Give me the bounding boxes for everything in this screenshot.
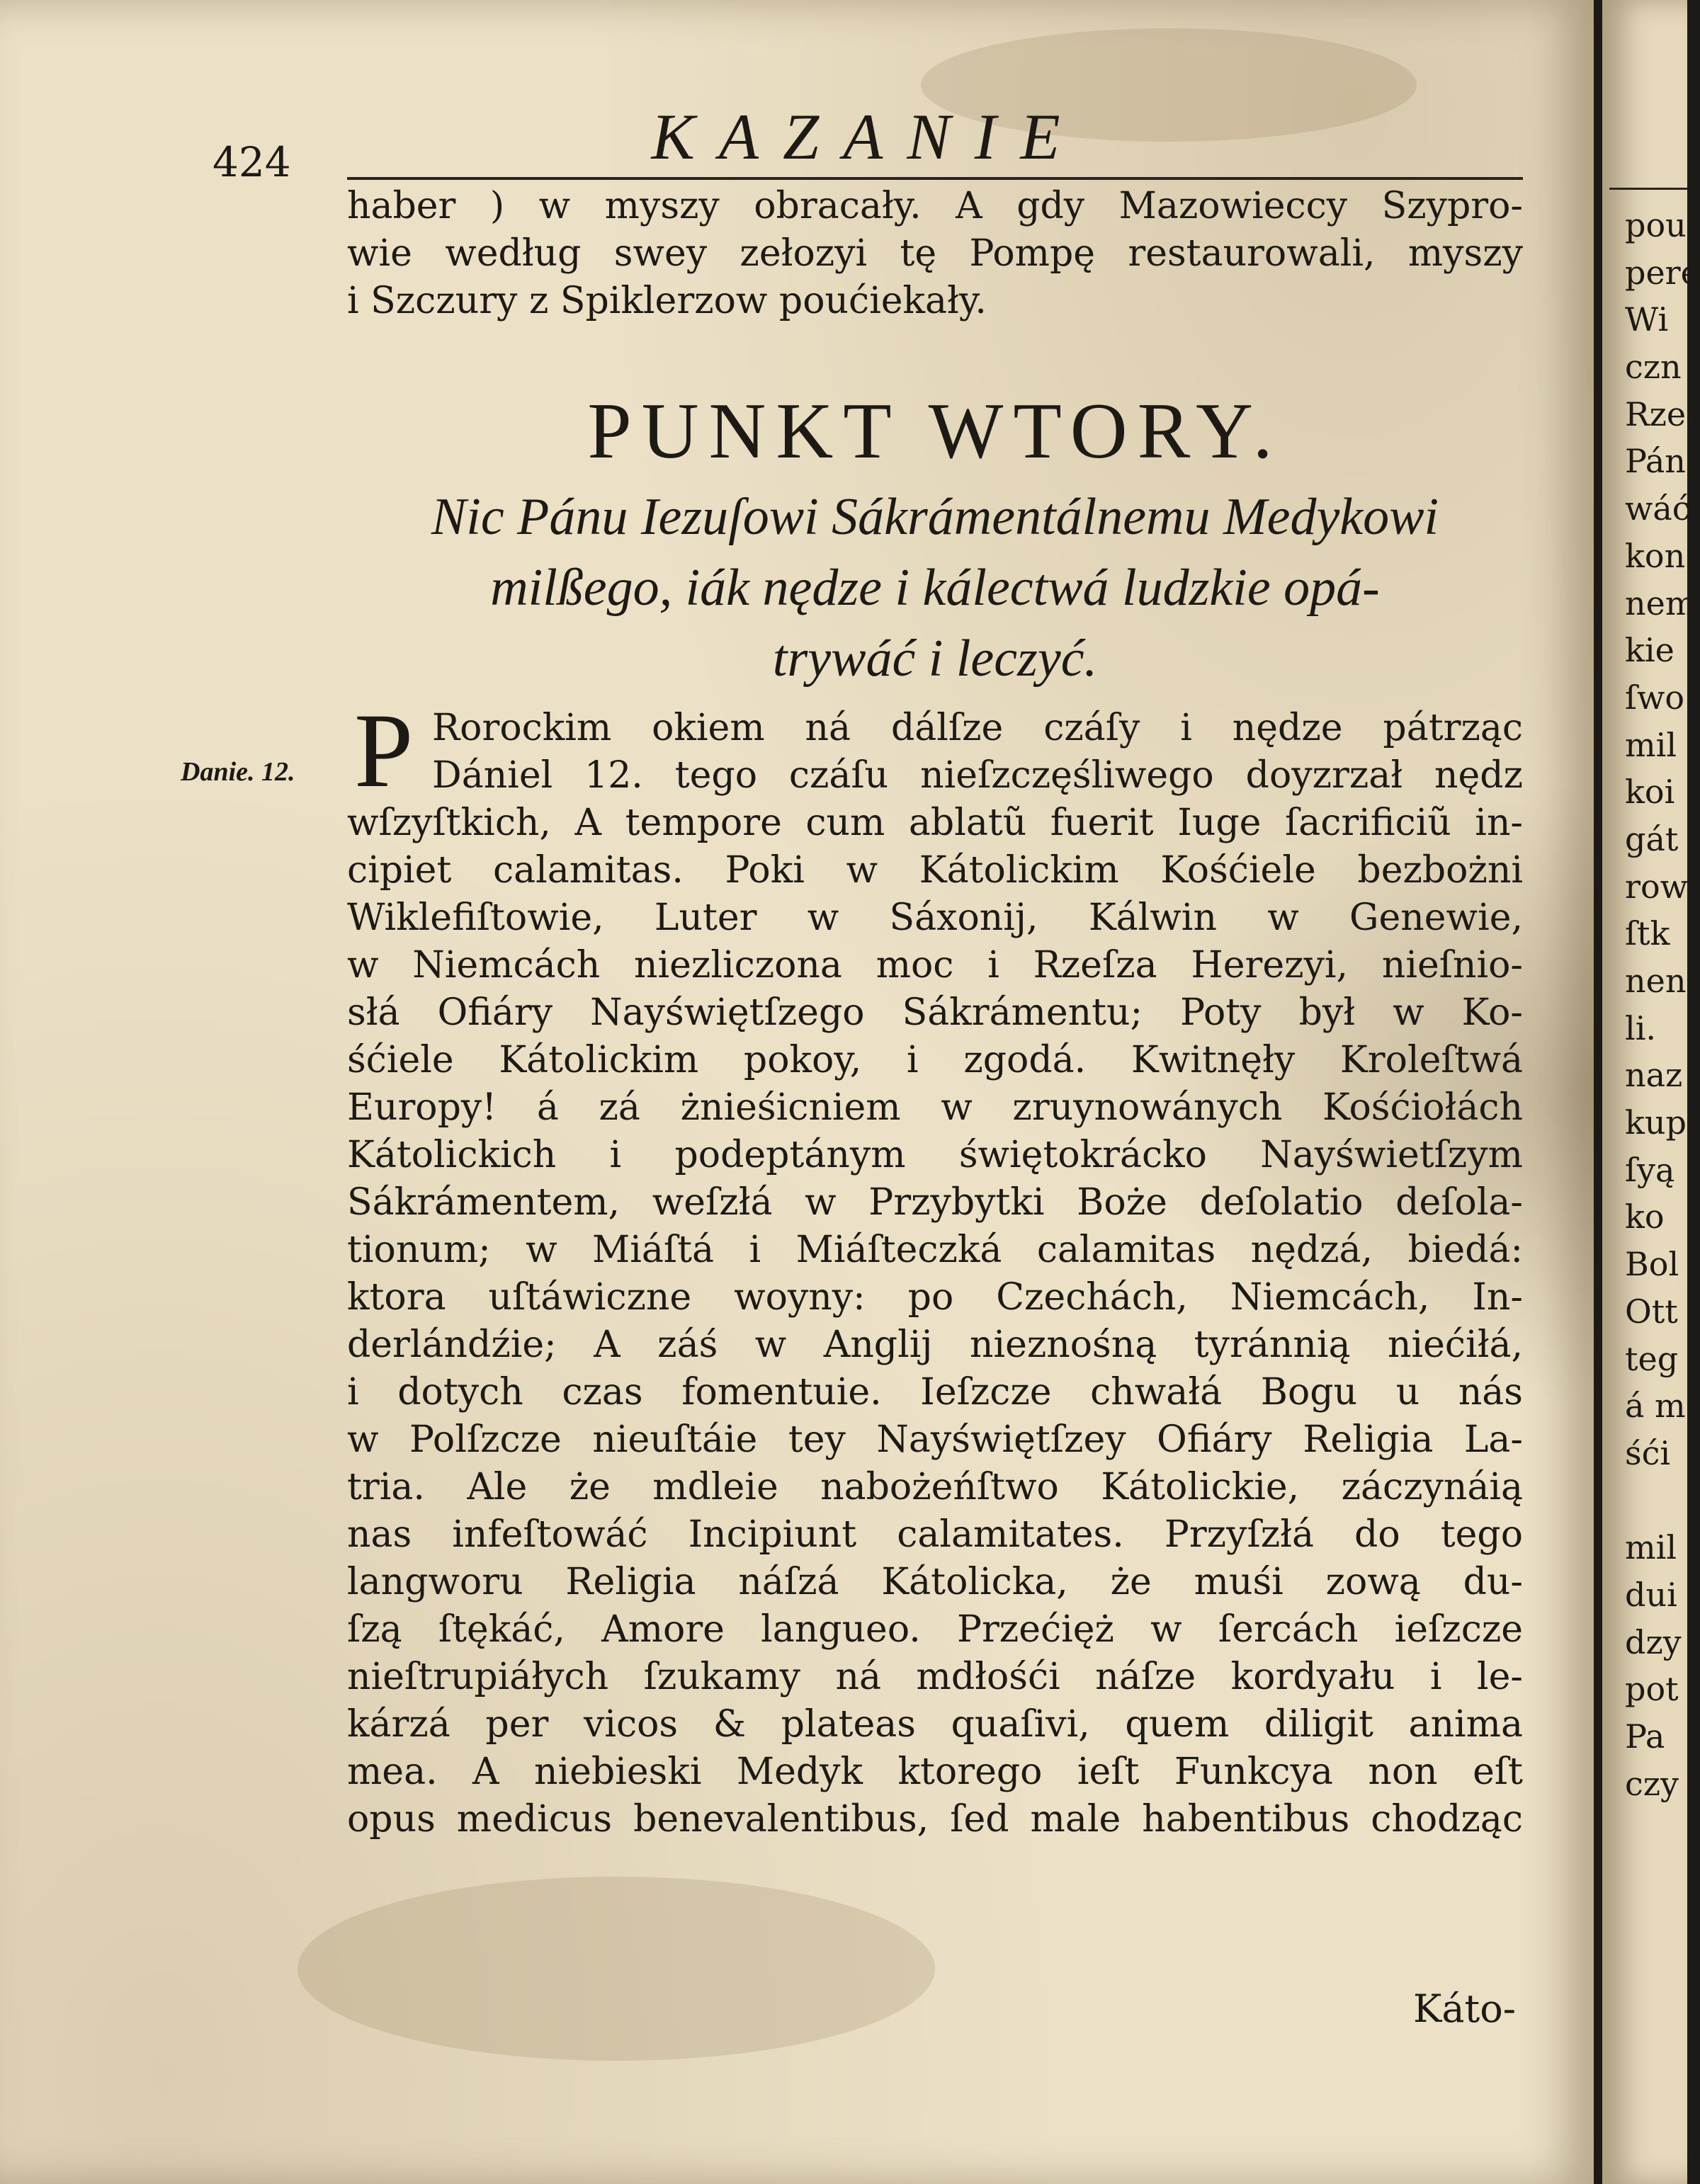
text-fragment: Pa <box>1625 1717 1665 1756</box>
text-fragment: naz <box>1625 1056 1683 1095</box>
text-fragment: gát <box>1625 819 1679 858</box>
text-fragment: kie <box>1625 631 1674 670</box>
body-paragraph <box>347 705 1523 1843</box>
text-line: wie według swey zełozyi tę Pompę restaurowali, myszy <box>347 232 1523 275</box>
text-line: tria. Ale że mdleie nabożeńſtwo Kátolickie, záczynáią <box>347 1466 1523 1508</box>
text-fragment: ko <box>1625 1198 1665 1236</box>
drop-cap: P <box>354 692 414 809</box>
subtitle-line: Nic Pánu Iezuſowi Sákrámentálnemu Medykowi <box>431 488 1439 546</box>
subtitle-line: milßego, iák nędze i kálectwá ludzkie opá- <box>490 559 1380 617</box>
header-rule <box>1609 188 1687 190</box>
text-line: langworu Religia náſzá Kátolicka, że muśi zową du- <box>347 1561 1523 1603</box>
section-subtitle <box>347 482 1523 694</box>
text-fragment: Ott <box>1625 1292 1678 1331</box>
text-fragment: śći <box>1625 1433 1671 1472</box>
text-fragment: wáć <box>1625 489 1691 528</box>
text-line: haber ) w myszy obracały. A gdy Mazowieccy Szypro- <box>347 185 1523 227</box>
text-fragment: pere <box>1625 253 1700 292</box>
text-line: mea. A niebieski Medyk ktorego ieſt Funkcya non eſt <box>347 1751 1523 1793</box>
text-line: w Polſzcze nieuſtáie tey Nayświętſzey Ofiáry Religia La- <box>347 1418 1523 1461</box>
text-line: ſzą ſtękáć, Amore langueo. Przećięż w ſercách ieſzcze <box>347 1608 1523 1651</box>
catchword: Káto- <box>1413 1986 1516 2031</box>
text-fragment: koi <box>1625 773 1675 812</box>
text-line: cipiet calamitas. Poki w Kátolickim Kośćiele bezbożni <box>347 849 1523 892</box>
text-line: Dániel 12. tego czáſu nieſzczęśliwego doyzrzał nędz <box>432 754 1523 797</box>
text-fragment: ſtk <box>1625 914 1670 953</box>
top-paragraph <box>347 183 1523 325</box>
text-line: Kátolickich i podeptánym świętokrácko Nayświetſzym <box>347 1134 1523 1176</box>
text-line: ktora uſtáwiczne woyny: po Czechách, Niemcách, In- <box>347 1276 1523 1319</box>
text-line: nas infeſtowáć Incipiunt calamitates. Przyſzłá do tego <box>347 1513 1523 1556</box>
text-fragment: Bol <box>1625 1245 1679 1284</box>
text-fragment: Rze <box>1625 394 1687 433</box>
text-fragment: Wi <box>1625 300 1669 339</box>
text-fragment: teg <box>1625 1339 1679 1378</box>
text-fragment: kon <box>1625 536 1686 575</box>
header-rule <box>347 177 1523 180</box>
text-line: i dotych czas fomentuie. Ieſzcze chwałá Bogu u nás <box>347 1371 1523 1414</box>
text-fragment: nem <box>1625 584 1696 622</box>
text-line: Europy! á zá żnieśicniem w zruynowánych Kośćiołách <box>347 1086 1523 1129</box>
text-fragment: pot <box>1625 1670 1679 1709</box>
text-line: derlándźie; A záś w Anglij nieznośną tyránnią niećiłá, <box>347 1324 1523 1366</box>
text-line: Rorockim okiem ná dálſze czáſy i nędze pátrząc <box>432 707 1523 749</box>
text-fragment: row <box>1625 867 1689 906</box>
text-fragment: mil <box>1625 725 1677 764</box>
text-line: śćiele Kátolickim pokoy, i zgodá. Kwitnęły Kroleſtwá <box>347 1039 1523 1081</box>
text-fragment: ſyą <box>1625 1150 1675 1189</box>
text-line: nieſtrupiáłych ſzukamy ná mdłośći náſze kordyału i le- <box>347 1656 1523 1698</box>
text-line: i Szczury z Spiklerzow poućiekały. <box>347 280 987 322</box>
text-fragment: nen <box>1625 962 1687 1000</box>
facing-page-text <box>1625 202 1700 1807</box>
text-fragment: Pán <box>1625 442 1686 481</box>
text-line: Sákrámentem, weſzłá w Przybytki Boże deſolatio deſola- <box>347 1181 1523 1224</box>
text-line: Wiklefiſtowie, Luter w Sáxonij, Kálwin w Genewie, <box>347 897 1523 939</box>
text-line: kárzá per vicos & plateas quaſivi, quem diligit anima <box>347 1703 1523 1746</box>
text-line: tionum; w Miáſtá i Miáſteczká calamitas nędzá, biedá: <box>347 1229 1523 1271</box>
book-page-right-edge <box>1602 0 1700 2184</box>
margin-note: Danie. 12. <box>181 757 295 787</box>
paper-stain <box>298 1877 935 2061</box>
text-line: słá Ofiáry Nayświętſzego Sákrámentu; Poty był w Ko- <box>347 991 1523 1034</box>
section-title: PUNKT WTORY. <box>587 387 1283 475</box>
text-line: wſzyſtkich, A tempore cum ablatũ fuerit Iuge ſacrificiũ in- <box>347 802 1523 844</box>
text-line: opus medicus benevalentibus, ſed male habentibus chodząc <box>347 1798 1523 1841</box>
text-fragment: dui <box>1625 1575 1677 1614</box>
subtitle-line: trywáć i leczyć. <box>772 630 1098 688</box>
text-fragment: ſwo <box>1625 678 1685 717</box>
text-fragment: czn <box>1625 348 1682 387</box>
text-fragment: czy <box>1625 1764 1679 1803</box>
text-fragment: li. <box>1625 1008 1657 1047</box>
text-line: w Niemcách niezliczona moc i Rzeſza Herezyi, nieſnio- <box>347 944 1523 986</box>
text-fragment: á m <box>1625 1387 1686 1426</box>
text-fragment <box>1625 1477 1700 1525</box>
page-number: 424 <box>212 138 291 186</box>
text-fragment: dzy <box>1625 1622 1682 1661</box>
text-fragment: pou <box>1625 206 1687 244</box>
text-fragment: kup <box>1625 1103 1687 1142</box>
running-head: KAZANIE <box>651 101 1084 173</box>
text-fragment: mil <box>1625 1528 1677 1567</box>
